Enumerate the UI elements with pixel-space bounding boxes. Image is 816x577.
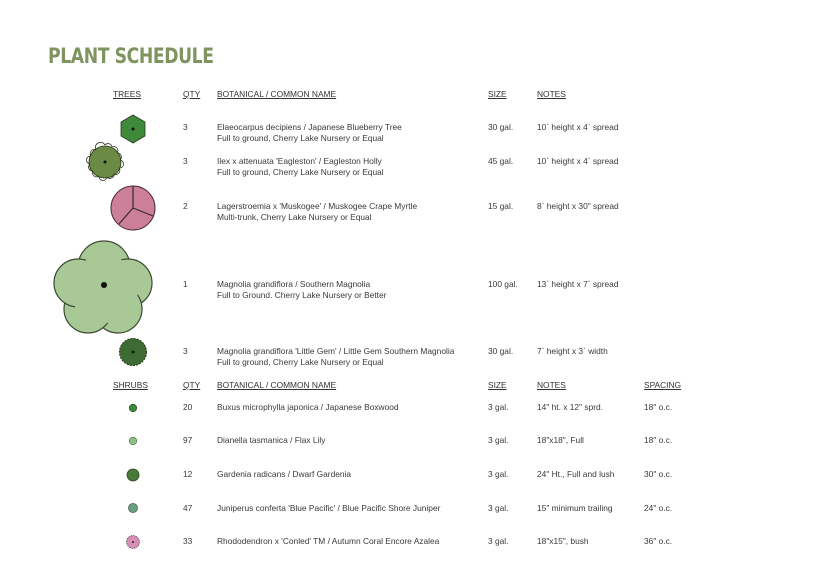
azalea-shrub-icon	[125, 534, 141, 550]
shrub-name: Buxus microphylla japonica / Japanese Boxwood	[217, 402, 399, 412]
shrub-size: 3 gal.	[488, 435, 509, 445]
tree-name: Elaeocarpus decipiens / Japanese Blueberry Tree	[217, 122, 402, 132]
shrub-notes: 18"x15", bush	[537, 536, 589, 546]
boxwood-shrub-icon	[128, 403, 138, 413]
tree-name: Ilex x attenuata 'Eagleston' / Eagleston Holly	[217, 156, 382, 166]
tree-notes: 7` height x 3` width	[537, 346, 608, 356]
shrubs-category-header: SHRUBS	[113, 380, 148, 390]
tree-qty: 3	[183, 156, 188, 166]
tree-name: Magnolia grandiflora 'Little Gem' / Little Gem Southern Magnolia	[217, 346, 455, 356]
scalloped-tree-icon	[85, 142, 125, 182]
shrub-qty: 47	[183, 503, 193, 513]
tree-detail: Full to ground, Cherry Lake Nursery or Equal	[217, 133, 384, 143]
tree-qty: 1	[183, 279, 188, 289]
shrubs-size-header: SIZE	[488, 380, 507, 390]
tree-qty: 3	[183, 346, 188, 356]
small-tree-icon	[117, 336, 149, 368]
shrubs-name-header: BOTANICAL / COMMON NAME	[217, 380, 337, 390]
shrub-qty: 20	[183, 402, 193, 412]
hexagon-tree-icon	[117, 113, 149, 145]
tree-size: 30 gal.	[488, 122, 514, 132]
tree-size: 30 gal.	[488, 346, 514, 356]
shrub-spacing: 30" o.c.	[644, 469, 673, 479]
shrub-name: Gardenia radicans / Dwarf Gardenia	[217, 469, 352, 479]
tree-notes: 10` height x 4` spread	[537, 122, 619, 132]
shrubs-notes-header: NOTES	[537, 380, 566, 390]
shrubs-qty-header: QTY	[183, 380, 201, 390]
tree-notes: 8` height x 30" spread	[537, 201, 619, 211]
shrub-spacing: 24" o.c.	[644, 503, 673, 513]
flax-lily-shrub-icon	[128, 436, 138, 446]
shrub-spacing: 18" o.c.	[644, 435, 673, 445]
shrubs-spacing-header: SPACING	[644, 380, 682, 390]
tree-size: 15 gal.	[488, 201, 514, 211]
shrub-notes: 15" minimum trailing	[537, 503, 613, 513]
tree-detail: Full to Ground. Cherry Lake Nursery or Better	[217, 290, 387, 300]
tree-qty: 3	[183, 122, 188, 132]
tree-size: 45 gal.	[488, 156, 514, 166]
gardenia-shrub-icon	[125, 467, 141, 483]
trees-category-header: TREES	[113, 89, 141, 99]
shrub-notes: 24" Ht., Full and lush	[537, 469, 615, 479]
tree-notes: 10` height x 4` spread	[537, 156, 619, 166]
shrub-qty: 33	[183, 536, 193, 546]
shrub-name: Juniperus conferta 'Blue Pacific' / Blue Pacific Shore Juniper	[217, 503, 441, 513]
shrub-size: 3 gal.	[488, 503, 509, 513]
shrub-size: 3 gal.	[488, 536, 509, 546]
large-lobed-tree-icon	[52, 239, 156, 335]
shrub-notes: 14" ht. x 12" sprd.	[537, 402, 604, 412]
trees-name-header: BOTANICAL / COMMON NAME	[217, 89, 337, 99]
multitrunk-tree-icon	[109, 184, 157, 232]
shrub-size: 3 gal.	[488, 469, 509, 479]
trees-size-header: SIZE	[488, 89, 507, 99]
shrub-spacing: 36" o.c.	[644, 536, 673, 546]
tree-detail: Full to ground, Cherry Lake Nursery or Equal	[217, 357, 384, 367]
tree-size: 100 gal.	[488, 279, 518, 289]
shrub-name: Dianella tasmanica / Flax Lily	[217, 435, 326, 445]
shrub-name: Rhododendron x 'Conled' TM / Autumn Coral Encore Azalea	[217, 536, 440, 546]
page-title: PLANT SCHEDULE	[48, 44, 214, 68]
tree-qty: 2	[183, 201, 188, 211]
shrub-size: 3 gal.	[488, 402, 509, 412]
tree-detail: Full to ground, Cherry Lake Nursery or Equal	[217, 167, 384, 177]
shrub-qty: 97	[183, 435, 193, 445]
tree-name: Lagerstroemia x 'Muskogee' / Muskogee Crape Myrtle	[217, 201, 418, 211]
tree-name: Magnolia grandiflora / Southern Magnolia	[217, 279, 371, 289]
trees-notes-header: NOTES	[537, 89, 566, 99]
trees-qty-header: QTY	[183, 89, 201, 99]
shrub-spacing: 18" o.c.	[644, 402, 673, 412]
shrub-notes: 18"x18", Full	[537, 435, 584, 445]
juniper-shrub-icon	[127, 502, 139, 514]
tree-notes: 13` height x 7` spread	[537, 279, 619, 289]
shrub-qty: 12	[183, 469, 193, 479]
tree-detail: Multi-trunk, Cherry Lake Nursery or Equal	[217, 212, 372, 222]
